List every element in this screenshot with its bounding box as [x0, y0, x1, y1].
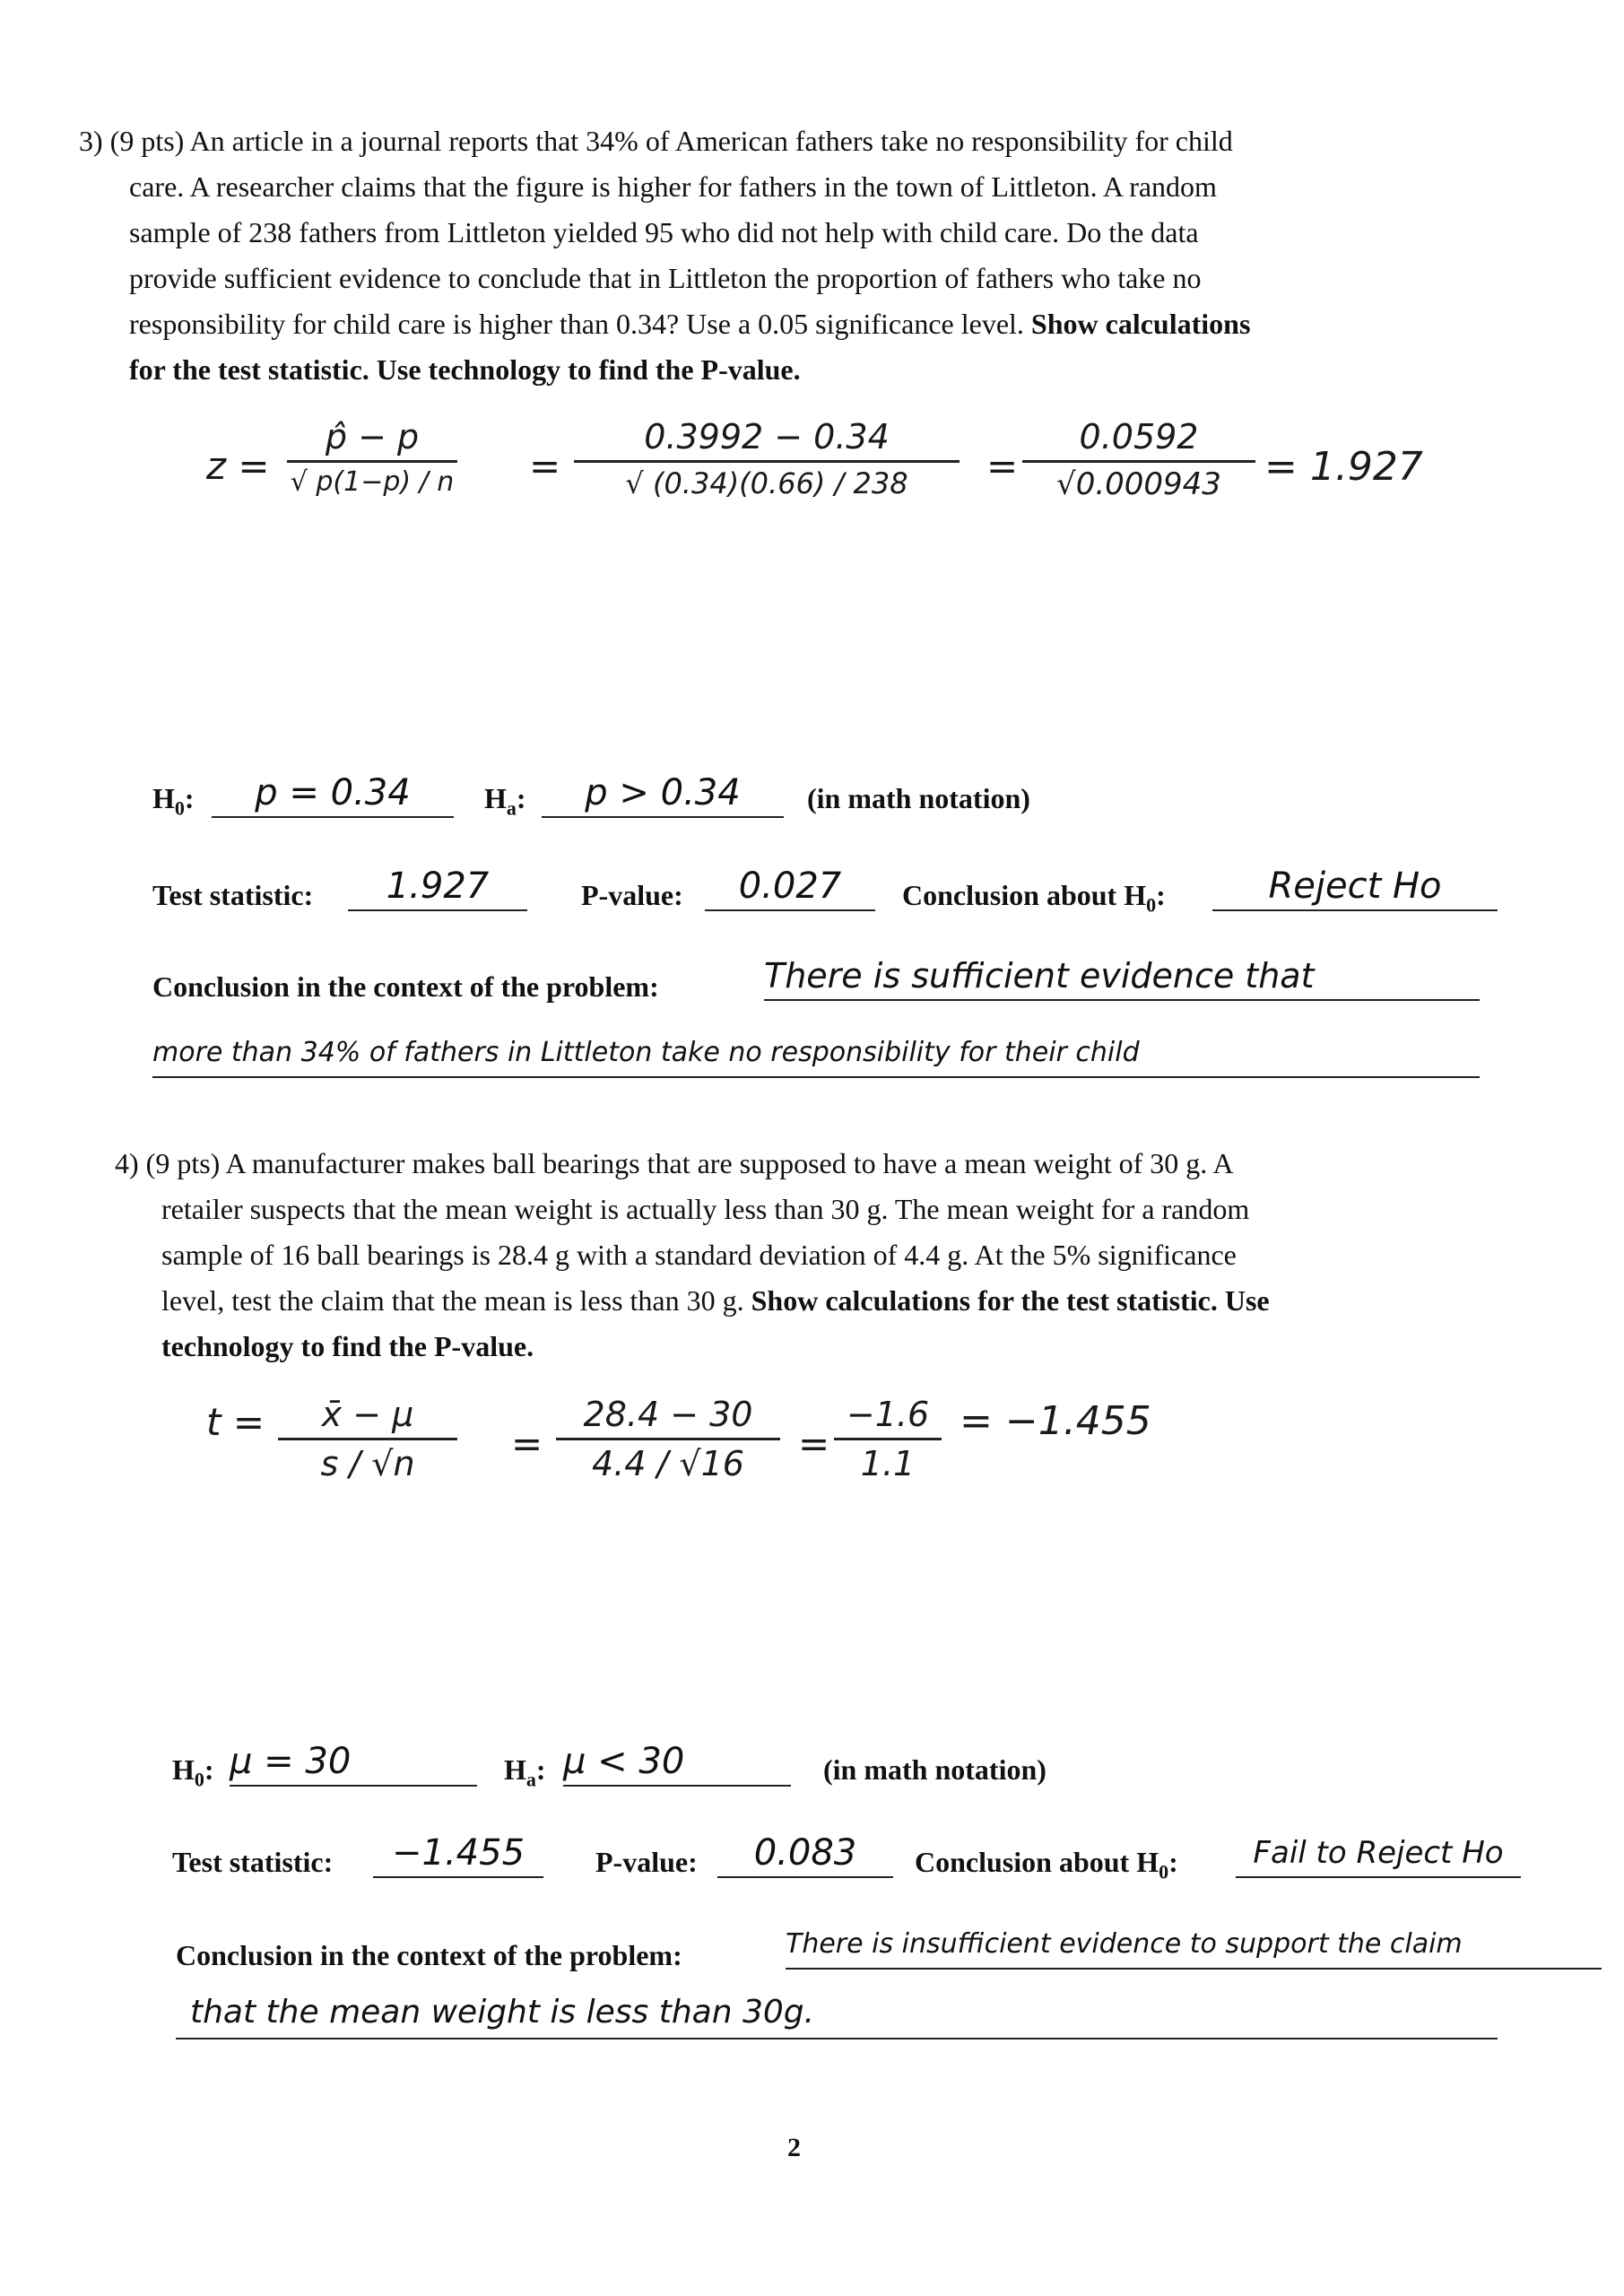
z-simplified	[1022, 417, 1255, 502]
problem-3-line-5	[79, 301, 1603, 347]
problem-4-ts-label: Test statistic:	[172, 1846, 334, 1878]
problem-3-points: (9 pts)	[109, 125, 185, 157]
problem-3-context-line-2: more than 34% of fathers in Littleton take no responsibility for their child	[152, 1037, 1140, 1068]
problem-3-context-line-1[interactable]: There is sufficient evidence that	[764, 952, 1480, 1001]
problem-3-h0-value[interactable]: p = 0.34	[212, 770, 454, 818]
z-substitution-denominator: √ (0.34)(0.66) / 238	[625, 466, 908, 500]
z-formula	[287, 417, 457, 498]
problem-3-ts-label: Test statistic:	[152, 879, 314, 911]
h0-subscript: 0	[174, 796, 185, 820]
problem-4-line-1	[115, 1141, 1612, 1187]
problem-4-line-2: retailer suspects that the mean weight is actually less than 30 g. The mean weight for a random	[161, 1193, 1250, 1225]
problem-3-context-underline-2	[152, 1076, 1480, 1078]
ha-letter: H	[504, 1753, 526, 1786]
problem-4-line-4-bold: Show calculations for the test statistic. Use	[751, 1284, 1270, 1317]
problem-4-context-line-2: that the mean weight is less than 30g.	[190, 1994, 815, 2031]
z-eq-2: =	[986, 444, 1019, 488]
problem-3-pv-value[interactable]: 0.027	[705, 863, 875, 911]
z-formula-denominator: √ p(1−p) / n	[290, 466, 455, 498]
problem-4-conc-label: Conclusion about $H_0$:	[915, 1846, 1178, 1883]
problem-3-ha-label: $H_a$:	[484, 782, 526, 820]
problem-3-number: 3)	[79, 125, 103, 157]
z-simplified-denominator: √0.000943	[1056, 466, 1221, 502]
h0-subscript: 0	[194, 1768, 204, 1791]
conc-label-text: Conclusion about H	[915, 1846, 1159, 1878]
problem-3-line-4: provide sufficient evidence to conclude that in Littleton the proportion of fathers who take no	[129, 262, 1202, 294]
problem-4-notation: (in math notation)	[823, 1753, 1046, 1786]
problem-3-pv-label: P-value:	[581, 879, 683, 911]
z-lhs: z =	[206, 444, 270, 488]
problem-4-pv-value[interactable]: 0.083	[717, 1830, 893, 1878]
problem-4-ha-label: $H_a$:	[504, 1753, 546, 1791]
t-eq-1: =	[511, 1422, 543, 1465]
problem-3-context-label: Conclusion in the context of the problem:	[152, 970, 659, 1003]
conc-label-text: Conclusion about H	[902, 879, 1147, 911]
problem-4-line-4-plain: level, test the claim that the mean is less than 30 g.	[161, 1284, 744, 1317]
problem-4-number: 4)	[115, 1147, 139, 1179]
t-formula-numerator: x̄ − μ	[321, 1395, 414, 1434]
t-lhs: t =	[206, 1400, 265, 1444]
problem-3-ts-value[interactable]: 1.927	[348, 863, 527, 911]
problem-4-context-label: Conclusion in the context of the problem:	[176, 1939, 682, 1971]
ha-subscript: a	[506, 796, 517, 820]
t-result: = −1.455	[960, 1398, 1151, 1444]
problem-3-conc-label: Conclusion about $H_0$:	[902, 879, 1166, 917]
problem-3-ha-value[interactable]: p > 0.34	[542, 770, 784, 818]
problem-3-line-2: care. A researcher claims that the figure is higher for fathers in the town of Littleton. A random	[129, 170, 1217, 203]
problem-3-line-5-plain: responsibility for child care is higher than 0.34? Use a 0.05 significance level.	[129, 308, 1024, 340]
problem-3-text-1: An article in a journal reports that 34% of American fathers take no responsibility for child	[189, 125, 1233, 157]
problem-4-h0-label: $H_0$:	[172, 1753, 214, 1791]
t-substitution-denominator: 4.4 / √16	[592, 1444, 744, 1483]
h0-letter: H	[152, 782, 175, 814]
z-substitution-numerator: 0.3992 − 0.34	[644, 417, 890, 457]
t-eq-2: =	[798, 1422, 830, 1465]
z-eq-1: =	[529, 444, 561, 488]
problem-4-ha-value[interactable]: μ < 30	[563, 1738, 791, 1787]
ha-subscript: a	[525, 1768, 536, 1791]
problem-4-context-underline-2	[176, 2038, 1498, 2039]
problem-4-context-line-1[interactable]: There is insufficient evidence to support the claim	[786, 1921, 1602, 1970]
conc-subscript: 0	[1159, 1860, 1169, 1883]
problem-4-ts-value[interactable]: −1.455	[373, 1830, 543, 1878]
problem-4-text-1: A manufacturer makes ball bearings that are supposed to have a mean weight of 30 g. A	[225, 1147, 1234, 1179]
t-substitution-numerator: 28.4 − 30	[583, 1395, 753, 1434]
t-simplified-denominator: 1.1	[860, 1444, 916, 1483]
z-result: = 1.927	[1264, 444, 1423, 490]
z-formula-numerator: p̂ − p	[325, 417, 420, 457]
problem-3-conc-value[interactable]: Reject Ho	[1212, 863, 1498, 911]
z-substitution	[574, 417, 960, 500]
t-simplified	[834, 1395, 942, 1483]
t-formula	[278, 1395, 457, 1483]
page-number: 2	[787, 2133, 801, 2162]
problem-4-line-5: technology to find the P-value.	[161, 1330, 534, 1362]
problem-4-conc-value[interactable]: Fail to Reject Ho	[1236, 1830, 1521, 1878]
problem-3-line-6: for the test statistic. Use technology to find the P-value.	[129, 353, 801, 386]
z-simplified-numerator: 0.0592	[1079, 417, 1199, 457]
problem-3-h0-label: $H_0$:	[152, 782, 195, 820]
t-formula-denominator: s / √n	[320, 1444, 415, 1483]
problem-3-line-3: sample of 238 fathers from Littleton yielded 95 who did not help with child care. Do the data	[129, 216, 1199, 248]
problem-4-h0-value[interactable]: μ = 30	[230, 1738, 477, 1787]
t-simplified-numerator: −1.6	[846, 1395, 930, 1434]
problem-4-line-3: sample of 16 ball bearings is 28.4 g with a standard deviation of 4.4 g. At the 5% significance	[161, 1239, 1237, 1271]
t-substitution	[556, 1395, 780, 1483]
problem-3-work	[206, 417, 1462, 614]
problem-4-line-4	[115, 1278, 1612, 1324]
problem-4-pv-label: P-value:	[595, 1846, 698, 1878]
problem-4-work	[206, 1395, 1282, 1538]
problem-4-points: (9 pts)	[145, 1147, 221, 1179]
ha-letter: H	[484, 782, 507, 814]
problem-3-line-1	[79, 118, 1603, 164]
problem-3-line-5-bold: Show calculations	[1030, 308, 1251, 340]
problem-4-statement	[115, 1141, 1612, 1370]
problem-3-notation: (in math notation)	[807, 782, 1030, 814]
h0-letter: H	[172, 1753, 195, 1786]
conc-subscript: 0	[1146, 893, 1157, 917]
problem-3-statement	[79, 118, 1603, 393]
